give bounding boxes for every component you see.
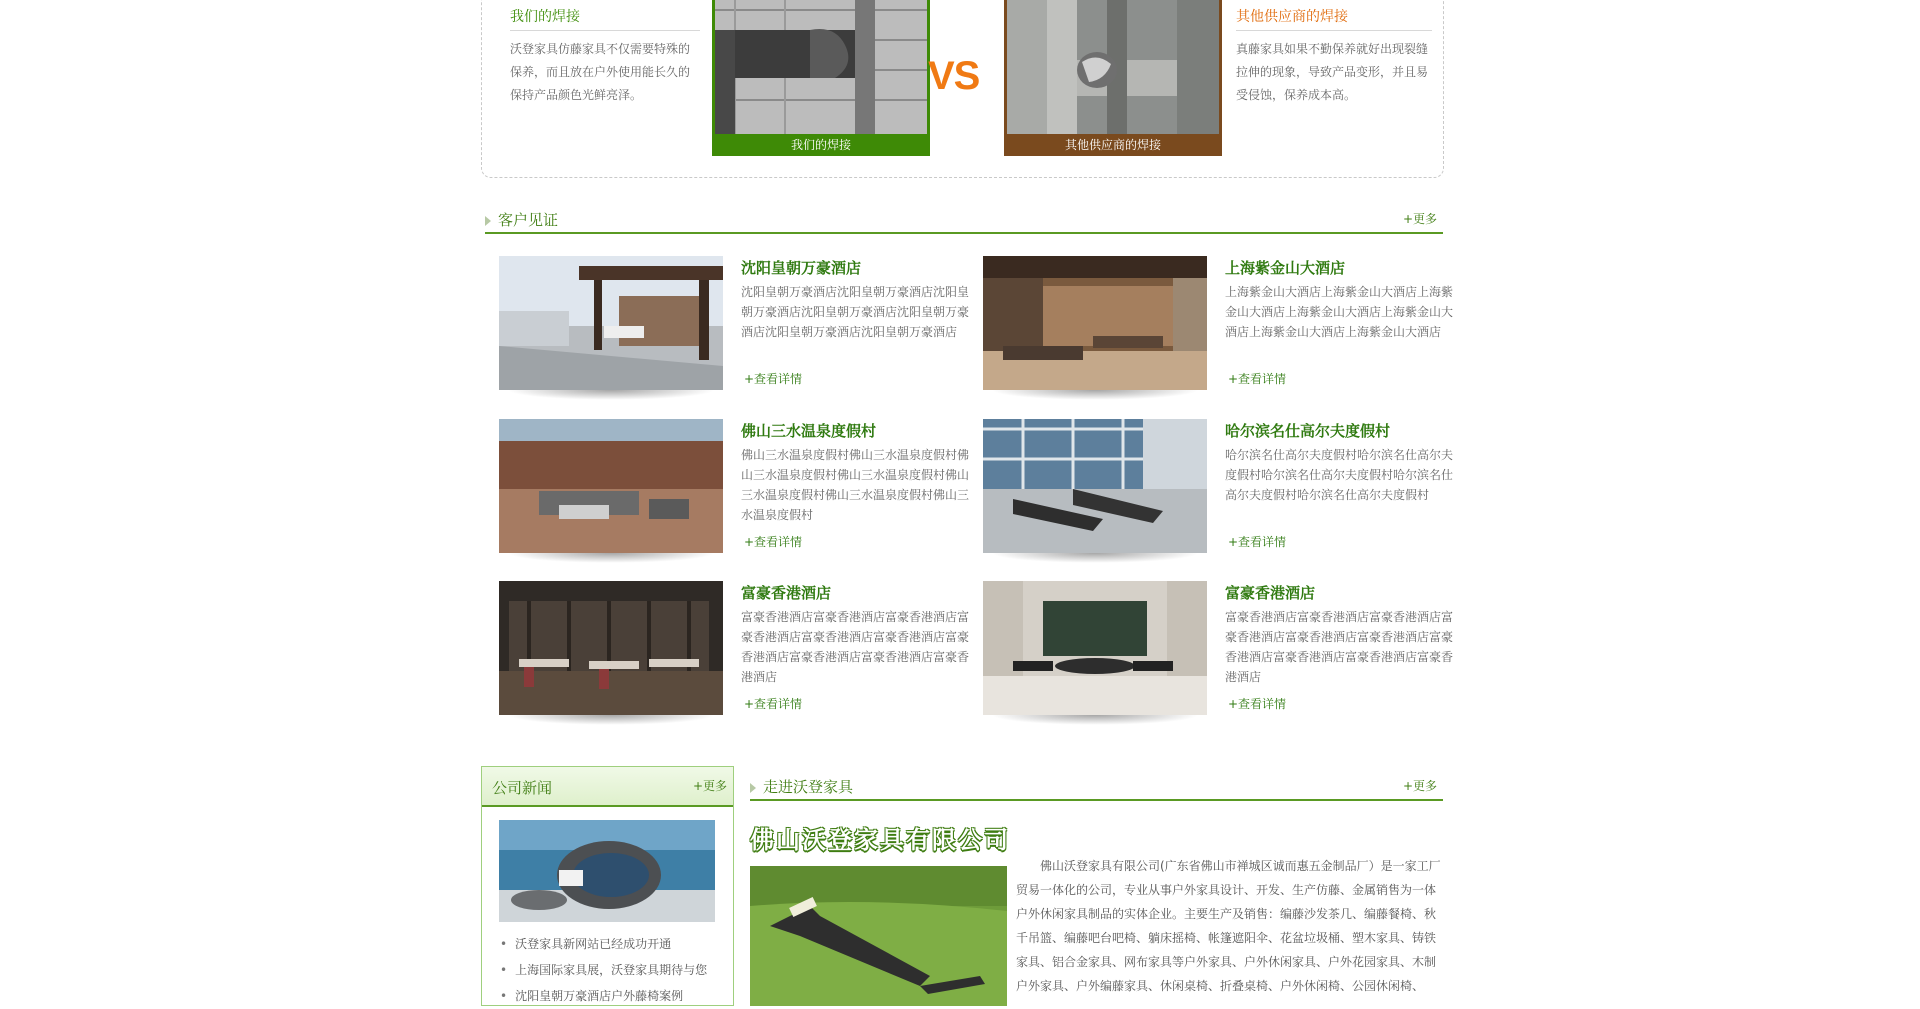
news-list <box>500 931 707 1009</box>
news-item[interactable]: • 沈阳皇朝万豪酒店户外藤椅案例 <box>500 983 707 1009</box>
our-welding-title: 我们的焊接 <box>510 9 580 25</box>
more-link[interactable]: +更多 <box>692 779 727 793</box>
case-item <box>983 256 1453 406</box>
other-welding-desc: 真藤家具如果不勤保养就好出现裂缝拉伸的现象，导致产品变形，并且易受侵蚀，保养成本高。 <box>1236 42 1429 102</box>
case-title[interactable]: 佛山三水温泉度假村 <box>741 422 877 440</box>
outdoor-lounge-image <box>499 820 715 922</box>
section-title: 公司新闻 <box>492 779 553 797</box>
our-welding-desc: 沃登家具仿藤家具不仅需要特殊的保养，而且放在户外使用能长久的保持产品颜色光鲜亮泽。 <box>510 42 691 102</box>
case-photo[interactable] <box>983 256 1207 390</box>
vs-label: VS <box>928 54 980 98</box>
photo-shadow <box>991 553 1199 563</box>
view-detail-link[interactable]: +查看详情 <box>1228 697 1287 711</box>
case-desc: 富豪香港酒店富豪香港酒店富豪香港酒店富豪香港酒店富豪香港酒店富豪香港酒店富豪香港酒店富豪香港酒店富豪香港酒店富豪香港酒店 <box>741 610 969 684</box>
rough-weld-image <box>1007 0 1219 134</box>
case-desc: 上海紫金山大酒店上海紫金山大酒店上海紫金山大酒店上海紫金山大酒店上海紫金山大酒店上海紫金山大酒店上海紫金山大酒店 <box>1225 285 1453 339</box>
section-title: 客户见证 <box>498 211 559 229</box>
case-item <box>983 419 1453 569</box>
company-name-heading: 佛山沃登家具有限公司 <box>750 825 1010 854</box>
other-welding-photo[interactable] <box>1004 0 1222 156</box>
section-title: 走进沃登家具 <box>763 778 854 796</box>
case-title[interactable]: 哈尔滨名仕高尔夫度假村 <box>1225 422 1391 440</box>
more-link[interactable]: +更多 <box>1402 212 1437 226</box>
lawn-lounger-image <box>750 866 1007 1006</box>
our-welding-caption: 我们的焊接 <box>790 138 851 152</box>
hot-spring-image <box>499 419 723 553</box>
photo-shadow <box>507 553 715 563</box>
case-title[interactable]: 沈阳皇朝万豪酒店 <box>741 259 862 277</box>
our-welding-photo[interactable] <box>712 0 930 156</box>
case-desc: 佛山三水温泉度假村佛山三水温泉度假村佛山三水温泉度假村佛山三水温泉度假村佛山三水温泉度假村佛山三水温泉度假村佛山三水温泉度假村 <box>741 448 969 522</box>
case-item <box>499 256 969 406</box>
case-title[interactable]: 上海紫金山大酒店 <box>1225 259 1346 277</box>
case-item <box>499 419 969 569</box>
divider <box>510 30 700 31</box>
case-photo[interactable] <box>499 256 723 390</box>
case-title[interactable]: 富豪香港酒店 <box>741 584 832 602</box>
arrow-icon <box>750 783 756 793</box>
case-photo[interactable] <box>499 419 723 553</box>
photo-shadow <box>991 390 1199 400</box>
weld-joint-image <box>715 0 927 134</box>
other-welding-title: 其他供应商的焊接 <box>1236 9 1348 25</box>
more-link[interactable]: +更多 <box>1402 779 1437 793</box>
photo-shadow <box>507 390 715 400</box>
arrow-icon <box>485 216 491 226</box>
company-intro: 佛山沃登家具有限公司(广东省佛山市禅城区诚而惠五金制品厂）是一家工厂贸易一体化的公司，专业从事户外家具设计、开发、生产仿藤、金属销售为一体户外休闲家具制品的实体企业。主要生产及销售：编藤沙发茶几、编藤餐椅、秋千吊篮、编藤吧台吧椅、躺床摇椅、帐篷遮阳伞、花盆垃圾桶、塑木家具、铸铁家具、铝合金家具、网布家具等户外家具、户外休闲家具、户外花园家具、木制户外家具、户外编藤家具、休闲桌椅、折叠桌椅、户外休闲椅、公园休闲椅、 <box>1016 859 1441 993</box>
case-desc: 沈阳皇朝万豪酒店沈阳皇朝万豪酒店沈阳皇朝万豪酒店沈阳皇朝万豪酒店沈阳皇朝万豪酒店沈阳皇朝万豪酒店沈阳皇朝万豪酒店 <box>741 285 969 339</box>
marble-lobby-image <box>983 581 1207 715</box>
case-item <box>983 581 1453 731</box>
case-item <box>499 581 969 731</box>
case-photo[interactable] <box>499 581 723 715</box>
testimonials-header <box>485 206 1443 234</box>
news-photo[interactable] <box>499 820 715 922</box>
news-item[interactable]: • 上海国际家具展，沃登家具期待与您 <box>500 957 707 983</box>
case-photo[interactable] <box>983 419 1207 553</box>
restaurant-image <box>499 581 723 715</box>
photo-shadow <box>507 715 715 725</box>
company-news-panel <box>481 766 734 1006</box>
view-detail-link[interactable]: +查看详情 <box>1228 535 1287 549</box>
view-detail-link[interactable]: +查看详情 <box>1228 372 1287 386</box>
pavilion-image <box>499 256 723 390</box>
divider <box>1236 30 1432 31</box>
golf-resort-image <box>983 419 1207 553</box>
view-detail-link[interactable]: +查看详情 <box>744 372 803 386</box>
case-desc: 富豪香港酒店富豪香港酒店富豪香港酒店富豪香港酒店富豪香港酒店富豪香港酒店富豪香港酒店富豪香港酒店富豪香港酒店富豪香港酒店 <box>1225 610 1453 684</box>
photo-shadow <box>991 715 1199 725</box>
other-welding-caption: 其他供应商的焊接 <box>1064 138 1161 152</box>
about-header <box>750 773 1443 801</box>
case-photo[interactable] <box>983 581 1207 715</box>
news-item[interactable]: • 沃登家具新网站已经成功开通 <box>500 931 707 957</box>
view-detail-link[interactable]: +查看详情 <box>744 535 803 549</box>
hotel-lobby-image <box>983 256 1207 390</box>
case-title[interactable]: 富豪香港酒店 <box>1225 584 1316 602</box>
news-header <box>482 767 733 807</box>
view-detail-link[interactable]: +查看详情 <box>744 697 803 711</box>
divider <box>750 799 1443 801</box>
about-photo[interactable] <box>750 866 1007 1006</box>
case-desc: 哈尔滨名仕高尔夫度假村哈尔滨名仕高尔夫度假村哈尔滨名仕高尔夫度假村哈尔滨名仕高尔夫度假村哈尔滨名仕高尔夫度假村 <box>1225 448 1453 502</box>
divider <box>485 232 1443 234</box>
